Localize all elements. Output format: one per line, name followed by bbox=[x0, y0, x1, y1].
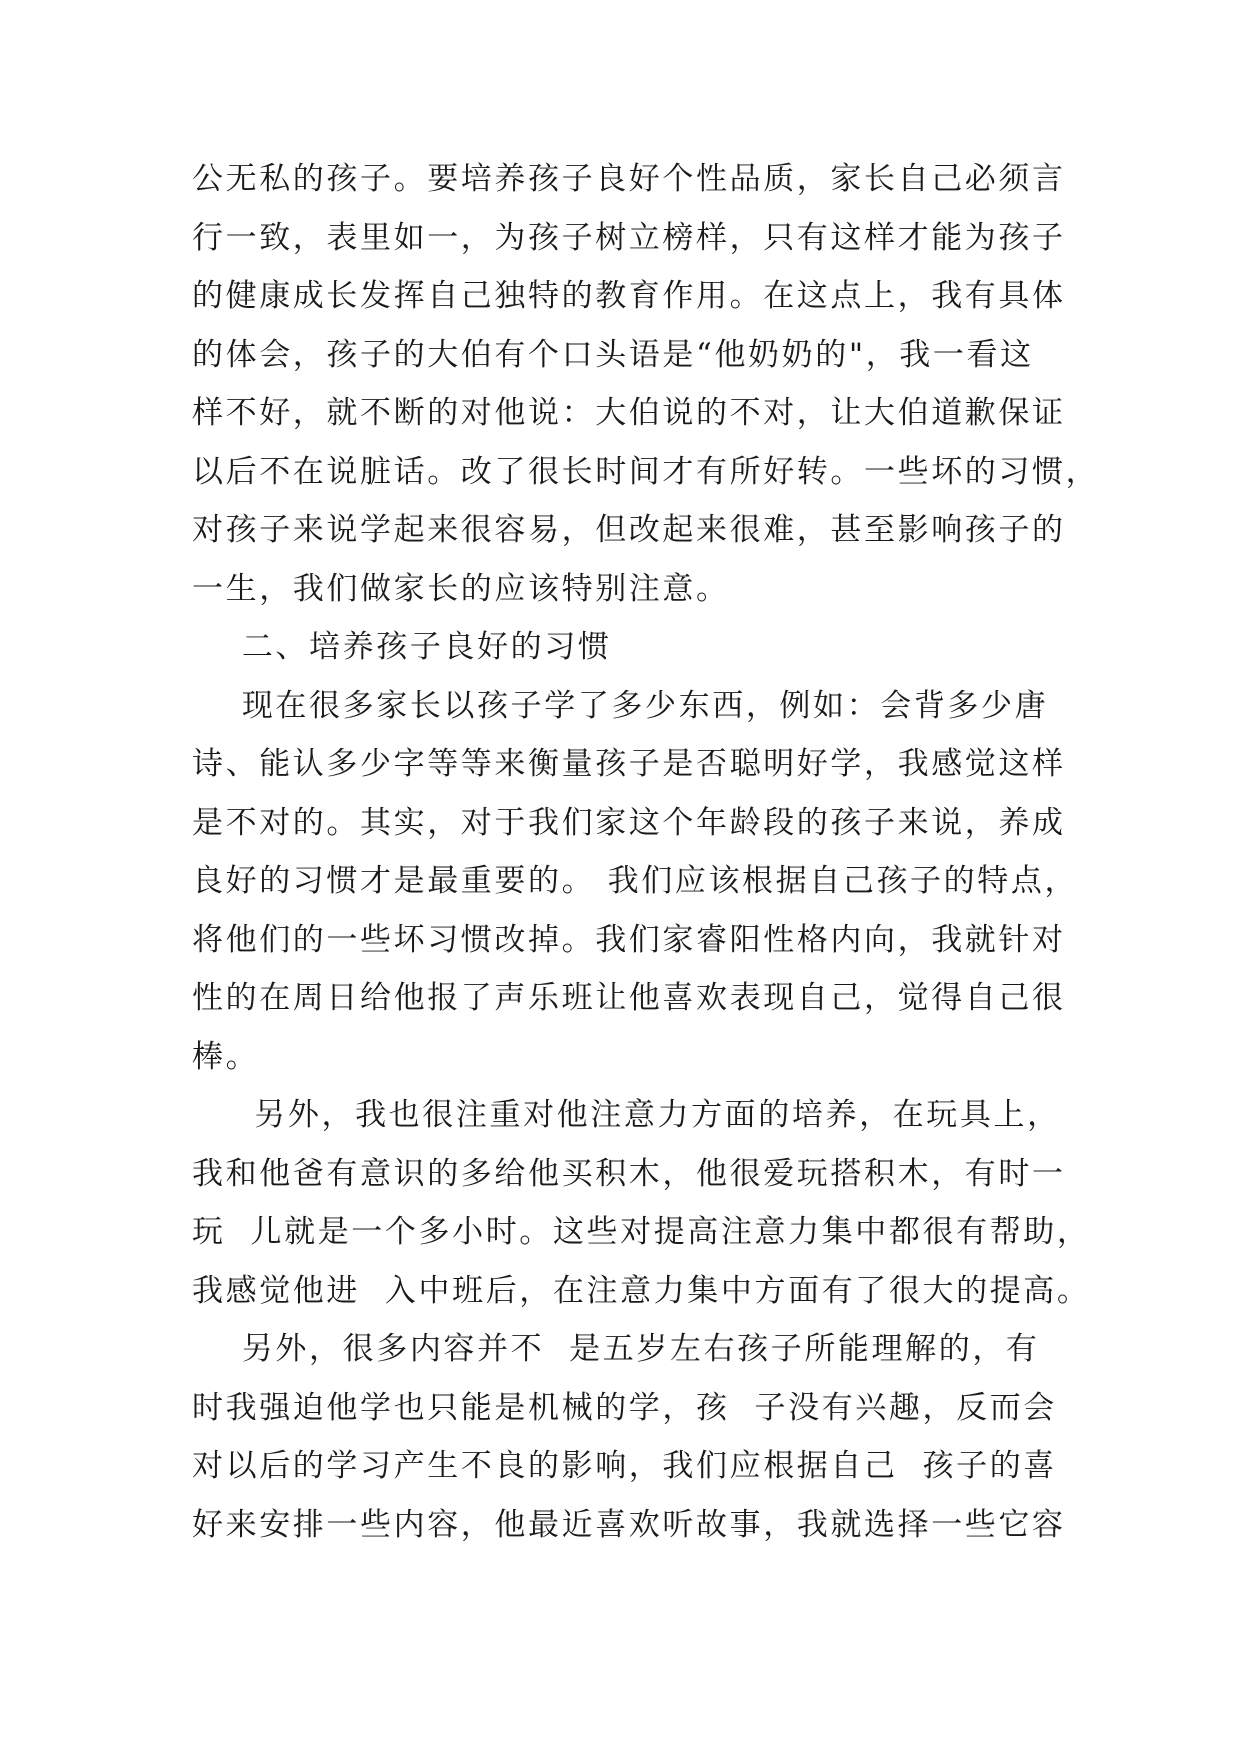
text-line: 另外，很多内容并不 是五岁左右孩子所能理解的，有 bbox=[192, 1331, 1040, 1367]
text-line: 性的在周日给他报了声乐班让他喜欢表现自己，觉得自己很 bbox=[192, 980, 1066, 1016]
text-line: 是不对的。其实，对于我们家这个年龄段的孩子来说，养成 bbox=[192, 804, 1066, 841]
text-line: 好来安排一些内容，他最近喜欢听故事，我就选择一些它容 bbox=[192, 1506, 1066, 1543]
text-line: 棒。 bbox=[192, 1038, 260, 1075]
text-line: 我和他爸有意识的多给他买积木，他很爱玩搭积木，有时一 bbox=[192, 1155, 1066, 1192]
text-line: 以后不在说脏话。改了很长时间才有所好转。一些坏的习惯， bbox=[192, 453, 1100, 490]
text-line: 行一致，表里如一，为孩子树立榜样，只有这样才能为孩子 bbox=[192, 219, 1066, 256]
text-line: 的体会，孩子的大伯有个口头语是“他奶奶的"，我一看这 bbox=[192, 336, 1034, 373]
text-line: 一生，我们做家长的应该特别注意。 bbox=[192, 570, 730, 607]
text-line: 对以后的学习产生不良的影响，我们应根据自己 孩子的喜 bbox=[192, 1448, 1057, 1484]
text-line: 另外，我也很注重对他注意力方面的培养，在玩具上， bbox=[192, 1097, 1061, 1133]
body-text bbox=[192, 150, 1100, 1554]
text-line: 的健康成长发挥自己独特的教育作用。在这点上，我有具体 bbox=[192, 278, 1066, 314]
text-line: 将他们的一些坏习惯改掉。我们家睿阳性格内向，我就针对 bbox=[192, 921, 1066, 958]
section-heading: 二、培养孩子良好的习惯 bbox=[192, 629, 612, 665]
text-line: 诗、能认多少字等等来衡量孩子是否聪明好学，我感觉这样 bbox=[192, 746, 1066, 782]
text-line: 对孩子来说学起来很容易，但改起来很难，甚至影响孩子的 bbox=[192, 512, 1066, 548]
text-line: 时我强迫他学也只能是机械的学，孩 子没有兴趣，反而会 bbox=[192, 1389, 1057, 1426]
text-line: 我感觉他进 入中班后，在注意力集中方面有了很大的提高。 bbox=[192, 1272, 1091, 1309]
text-line: 现在很多家长以孩子学了多少东西，例如：会背多少唐 bbox=[192, 687, 1049, 724]
text-line: 样不好，就不断的对他说：大伯说的不对，让大伯道歉保证 bbox=[192, 395, 1066, 431]
text-line: 公无私的孩子。要培养孩子良好个性品质，家长自己必须言 bbox=[192, 161, 1066, 197]
text-line: 玩 儿就是一个多小时。这些对提高注意力集中都很有帮助， bbox=[192, 1214, 1091, 1250]
text-line: 良好的习惯才是最重要的。 我们应该根据自己孩子的特点， bbox=[192, 863, 1079, 899]
